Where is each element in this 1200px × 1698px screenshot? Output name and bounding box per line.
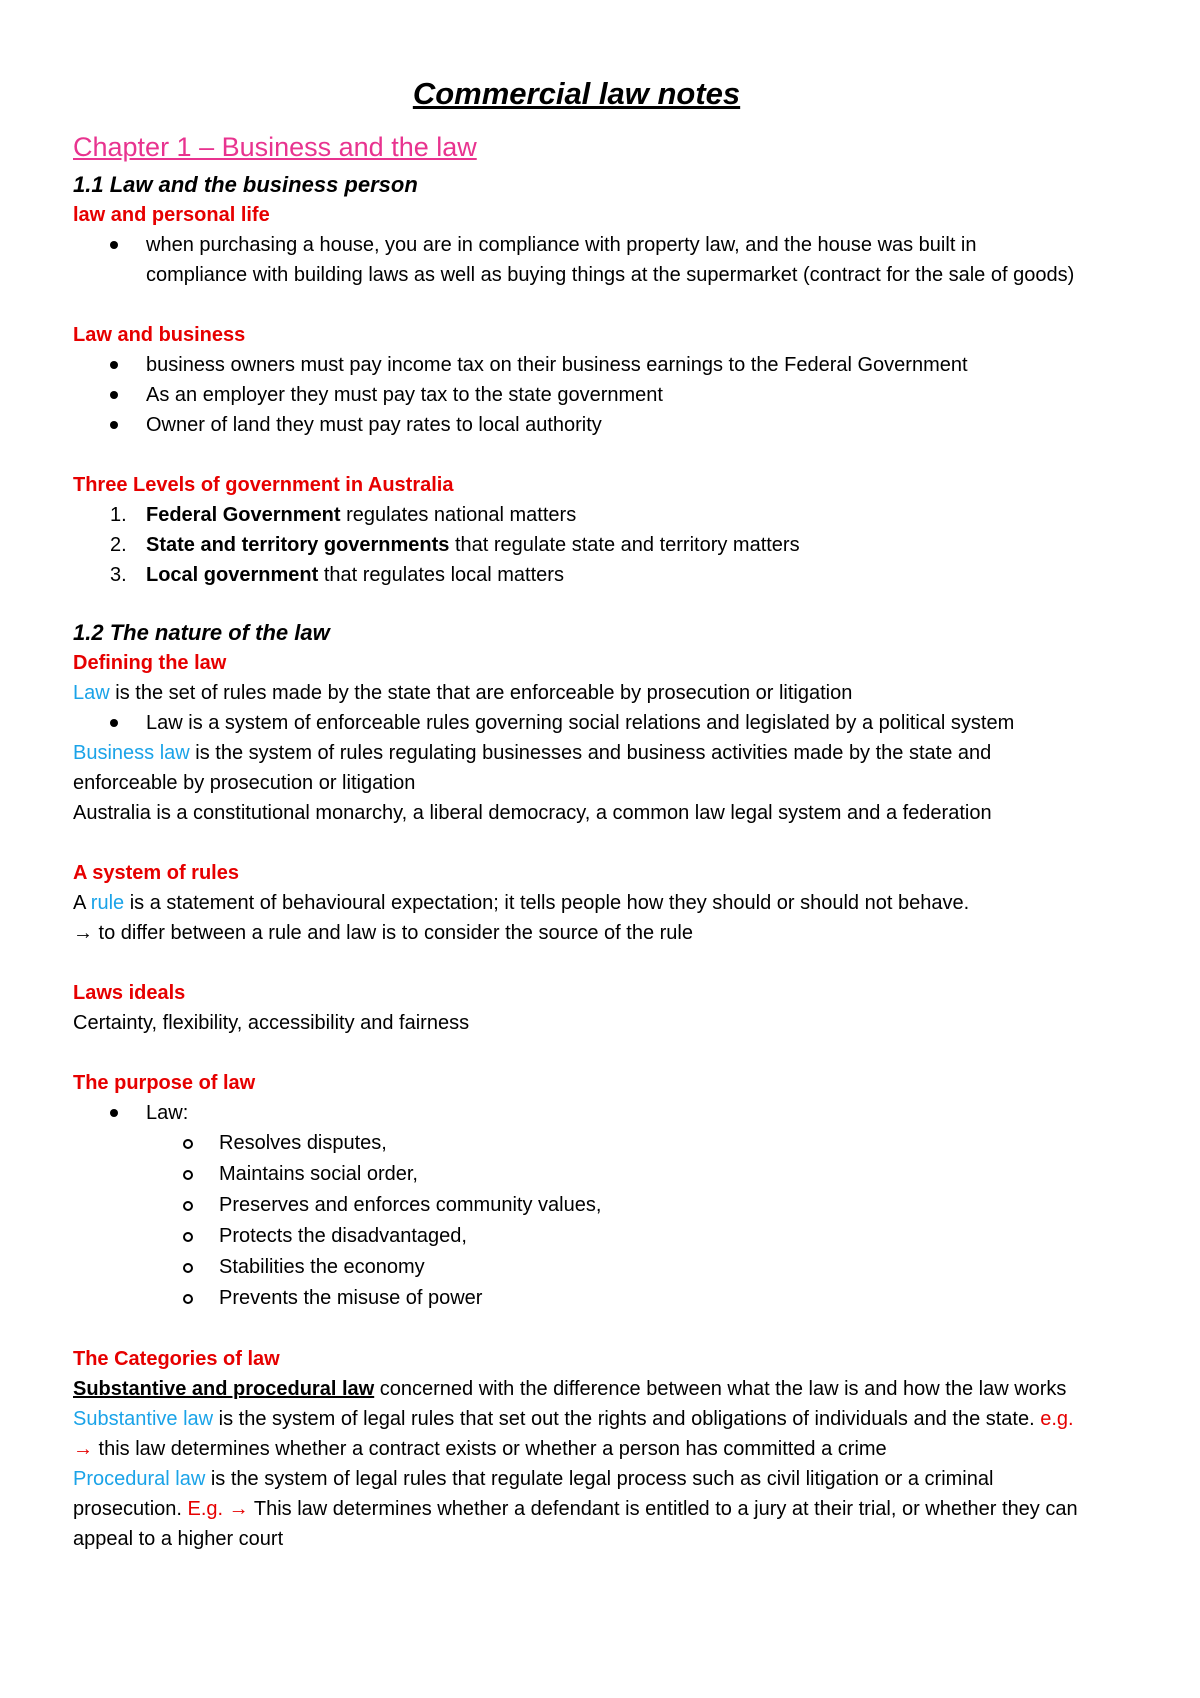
government-levels-list bbox=[73, 500, 1080, 590]
example-arrow: E.g. → bbox=[187, 1498, 249, 1520]
australia-statement: Australia is a constitutional monarchy, a liberal democracy, a common law legal system and a federation bbox=[73, 802, 992, 824]
example-arrow: e.g. → bbox=[73, 1408, 1074, 1460]
list-item: Law is a system of enforceable rules governing social relations and legislated by a political system bbox=[73, 708, 1080, 738]
sub-list-item: Prevents the misuse of power bbox=[73, 1283, 1080, 1314]
list-item: when purchasing a house, you are in compliance with property law, and the house was built in compliance with building laws as well as buying things at the supermarket (contract for the sale of goods) bbox=[73, 230, 1080, 290]
section-heading-1-1: 1.1 Law and the business person bbox=[73, 172, 418, 197]
subheading-personal-life: law and personal life bbox=[73, 204, 270, 226]
procedural-law-definition: Procedural law is the system of legal rules that regulate legal process such as civil litigation or a criminal prosecution. E.g. → This law determines whether a defendant is entitled to a jury at their trial, or whether they can appeal to a higher court bbox=[73, 1468, 1078, 1550]
list-item: 1. Federal Government regulates national matters bbox=[110, 504, 577, 526]
subheading-law-business: Law and business bbox=[73, 324, 246, 346]
subheading-system-rules: A system of rules bbox=[73, 862, 239, 884]
defining-law-list bbox=[73, 708, 1080, 738]
purpose-list bbox=[73, 1098, 1080, 1128]
subheading-purpose: The purpose of law bbox=[73, 1072, 256, 1094]
rule-arrow-note: → to differ between a rule and law is to consider the source of the rule bbox=[73, 922, 693, 944]
sub-list-item: Stabilities the economy bbox=[73, 1252, 1080, 1283]
personal-life-list bbox=[73, 230, 1080, 290]
subheading-defining-law: Defining the law bbox=[73, 652, 227, 674]
business-law-definition: Business law is the system of rules regulating businesses and business activities made by the state and enforceable by prosecution or litigation bbox=[73, 742, 992, 794]
arrow-icon: → bbox=[73, 922, 93, 944]
list-item: 3. Local government that regulates local matters bbox=[110, 564, 564, 586]
rule-definition: A rule is a statement of behavioural expectation; it tells people how they should or should not behave. bbox=[73, 892, 970, 914]
ideals-text: Certainty, flexibility, accessibility and fairness bbox=[73, 1012, 470, 1034]
sub-list-item: Protects the disadvantaged, bbox=[73, 1221, 1080, 1252]
chapter-heading: Chapter 1 – Business and the law bbox=[73, 132, 477, 162]
subheading-categories: The Categories of law bbox=[73, 1348, 280, 1370]
subheading-laws-ideals: Laws ideals bbox=[73, 982, 186, 1004]
document-title: Commercial law notes bbox=[412, 76, 741, 111]
section-heading-1-2: 1.2 The nature of the law bbox=[73, 620, 330, 645]
list-item: business owners must pay income tax on their business earnings to the Federal Government bbox=[73, 350, 1080, 380]
subheading-government-levels: Three Levels of government in Australia bbox=[73, 474, 454, 496]
sub-list-item: Resolves disputes, bbox=[73, 1128, 1080, 1159]
substantive-law-definition: Substantive law is the system of legal rules that set out the rights and obligations of individuals and the state. e.g. → this law determines whether a contract exists or whether a person has committed a crime bbox=[73, 1408, 1074, 1460]
purpose-sublist bbox=[73, 1128, 1080, 1314]
substantive-procedural-definition: Substantive and procedural law concerned with the difference between what the law is and how the law works bbox=[73, 1378, 1067, 1400]
law-business-list bbox=[73, 350, 1080, 440]
list-item: Law: bbox=[73, 1098, 1080, 1128]
list-item: Owner of land they must pay rates to local authority bbox=[73, 410, 1080, 440]
sub-list-item: Preserves and enforces community values, bbox=[73, 1190, 1080, 1221]
sub-list-item: Maintains social order, bbox=[73, 1159, 1080, 1190]
list-item: 2. State and territory governments that regulate state and territory matters bbox=[110, 534, 800, 556]
list-item: As an employer they must pay tax to the state government bbox=[73, 380, 1080, 410]
law-definition: Law is the set of rules made by the state that are enforceable by prosecution or litigation bbox=[73, 682, 853, 704]
